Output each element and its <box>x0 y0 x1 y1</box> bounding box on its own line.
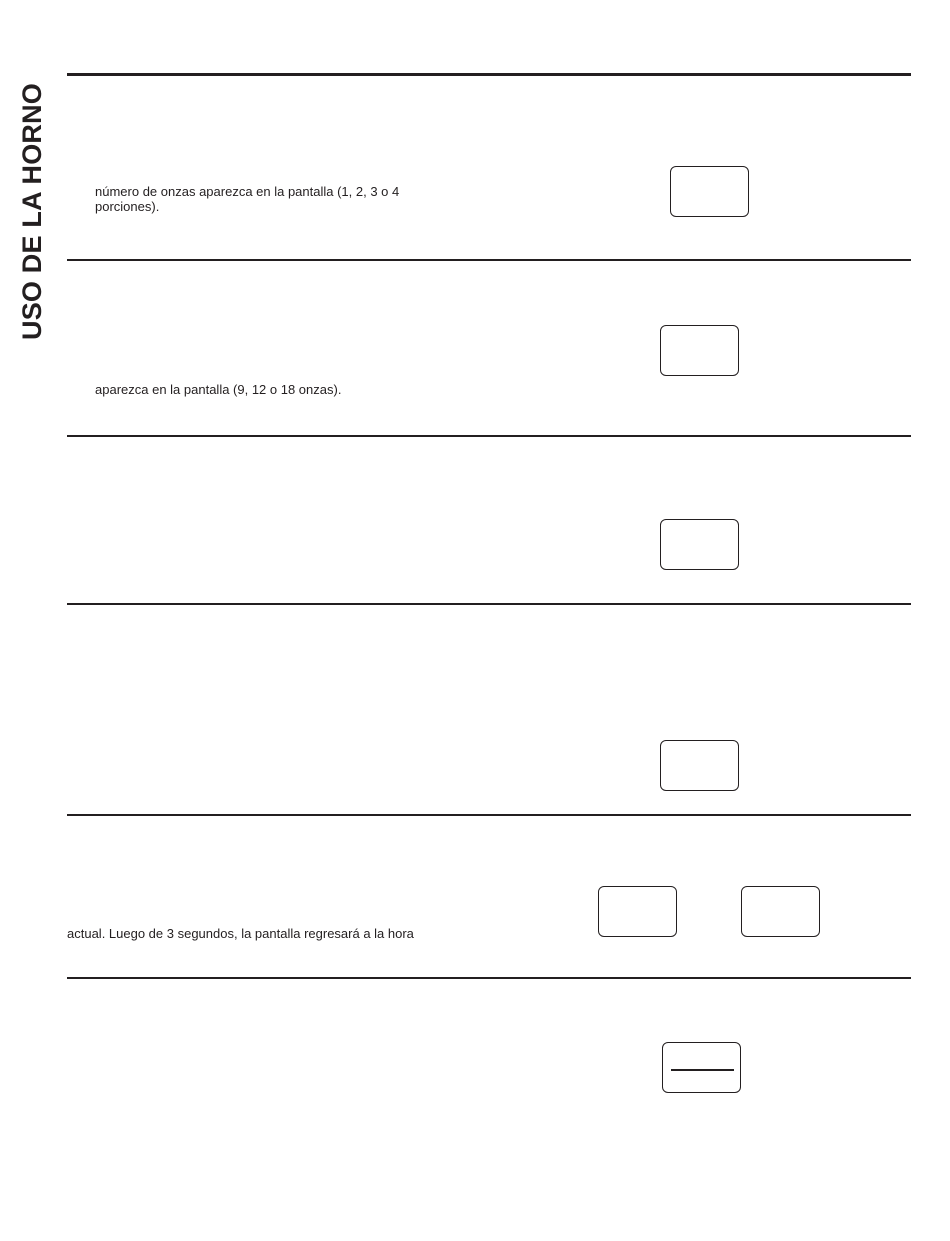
key-bar-line <box>671 1069 734 1071</box>
section-divider <box>67 73 911 76</box>
section-divider <box>67 259 911 261</box>
control-pad-key <box>670 166 749 217</box>
control-pad-key <box>660 740 739 791</box>
control-pad-key-right <box>741 886 820 937</box>
section-divider <box>67 435 911 437</box>
control-pad-key-left <box>598 886 677 937</box>
section-divider <box>67 603 911 605</box>
control-pad-key-with-bar <box>662 1042 741 1093</box>
control-pad-key <box>660 519 739 570</box>
section-1-text: número de onzas aparezca en la pantalla (1, 2, 3 o 4 porciones). <box>95 184 400 214</box>
section-5-text: actual. Luego de 3 segundos, la pantalla regresará a la hora <box>67 926 414 941</box>
section-divider <box>67 977 911 979</box>
section-divider <box>67 814 911 816</box>
control-pad-key <box>660 325 739 376</box>
page-section-title: USO DE LA HORNO <box>17 82 47 340</box>
section-2-text: aparezca en la pantalla (9, 12 o 18 onzas). <box>95 382 342 397</box>
